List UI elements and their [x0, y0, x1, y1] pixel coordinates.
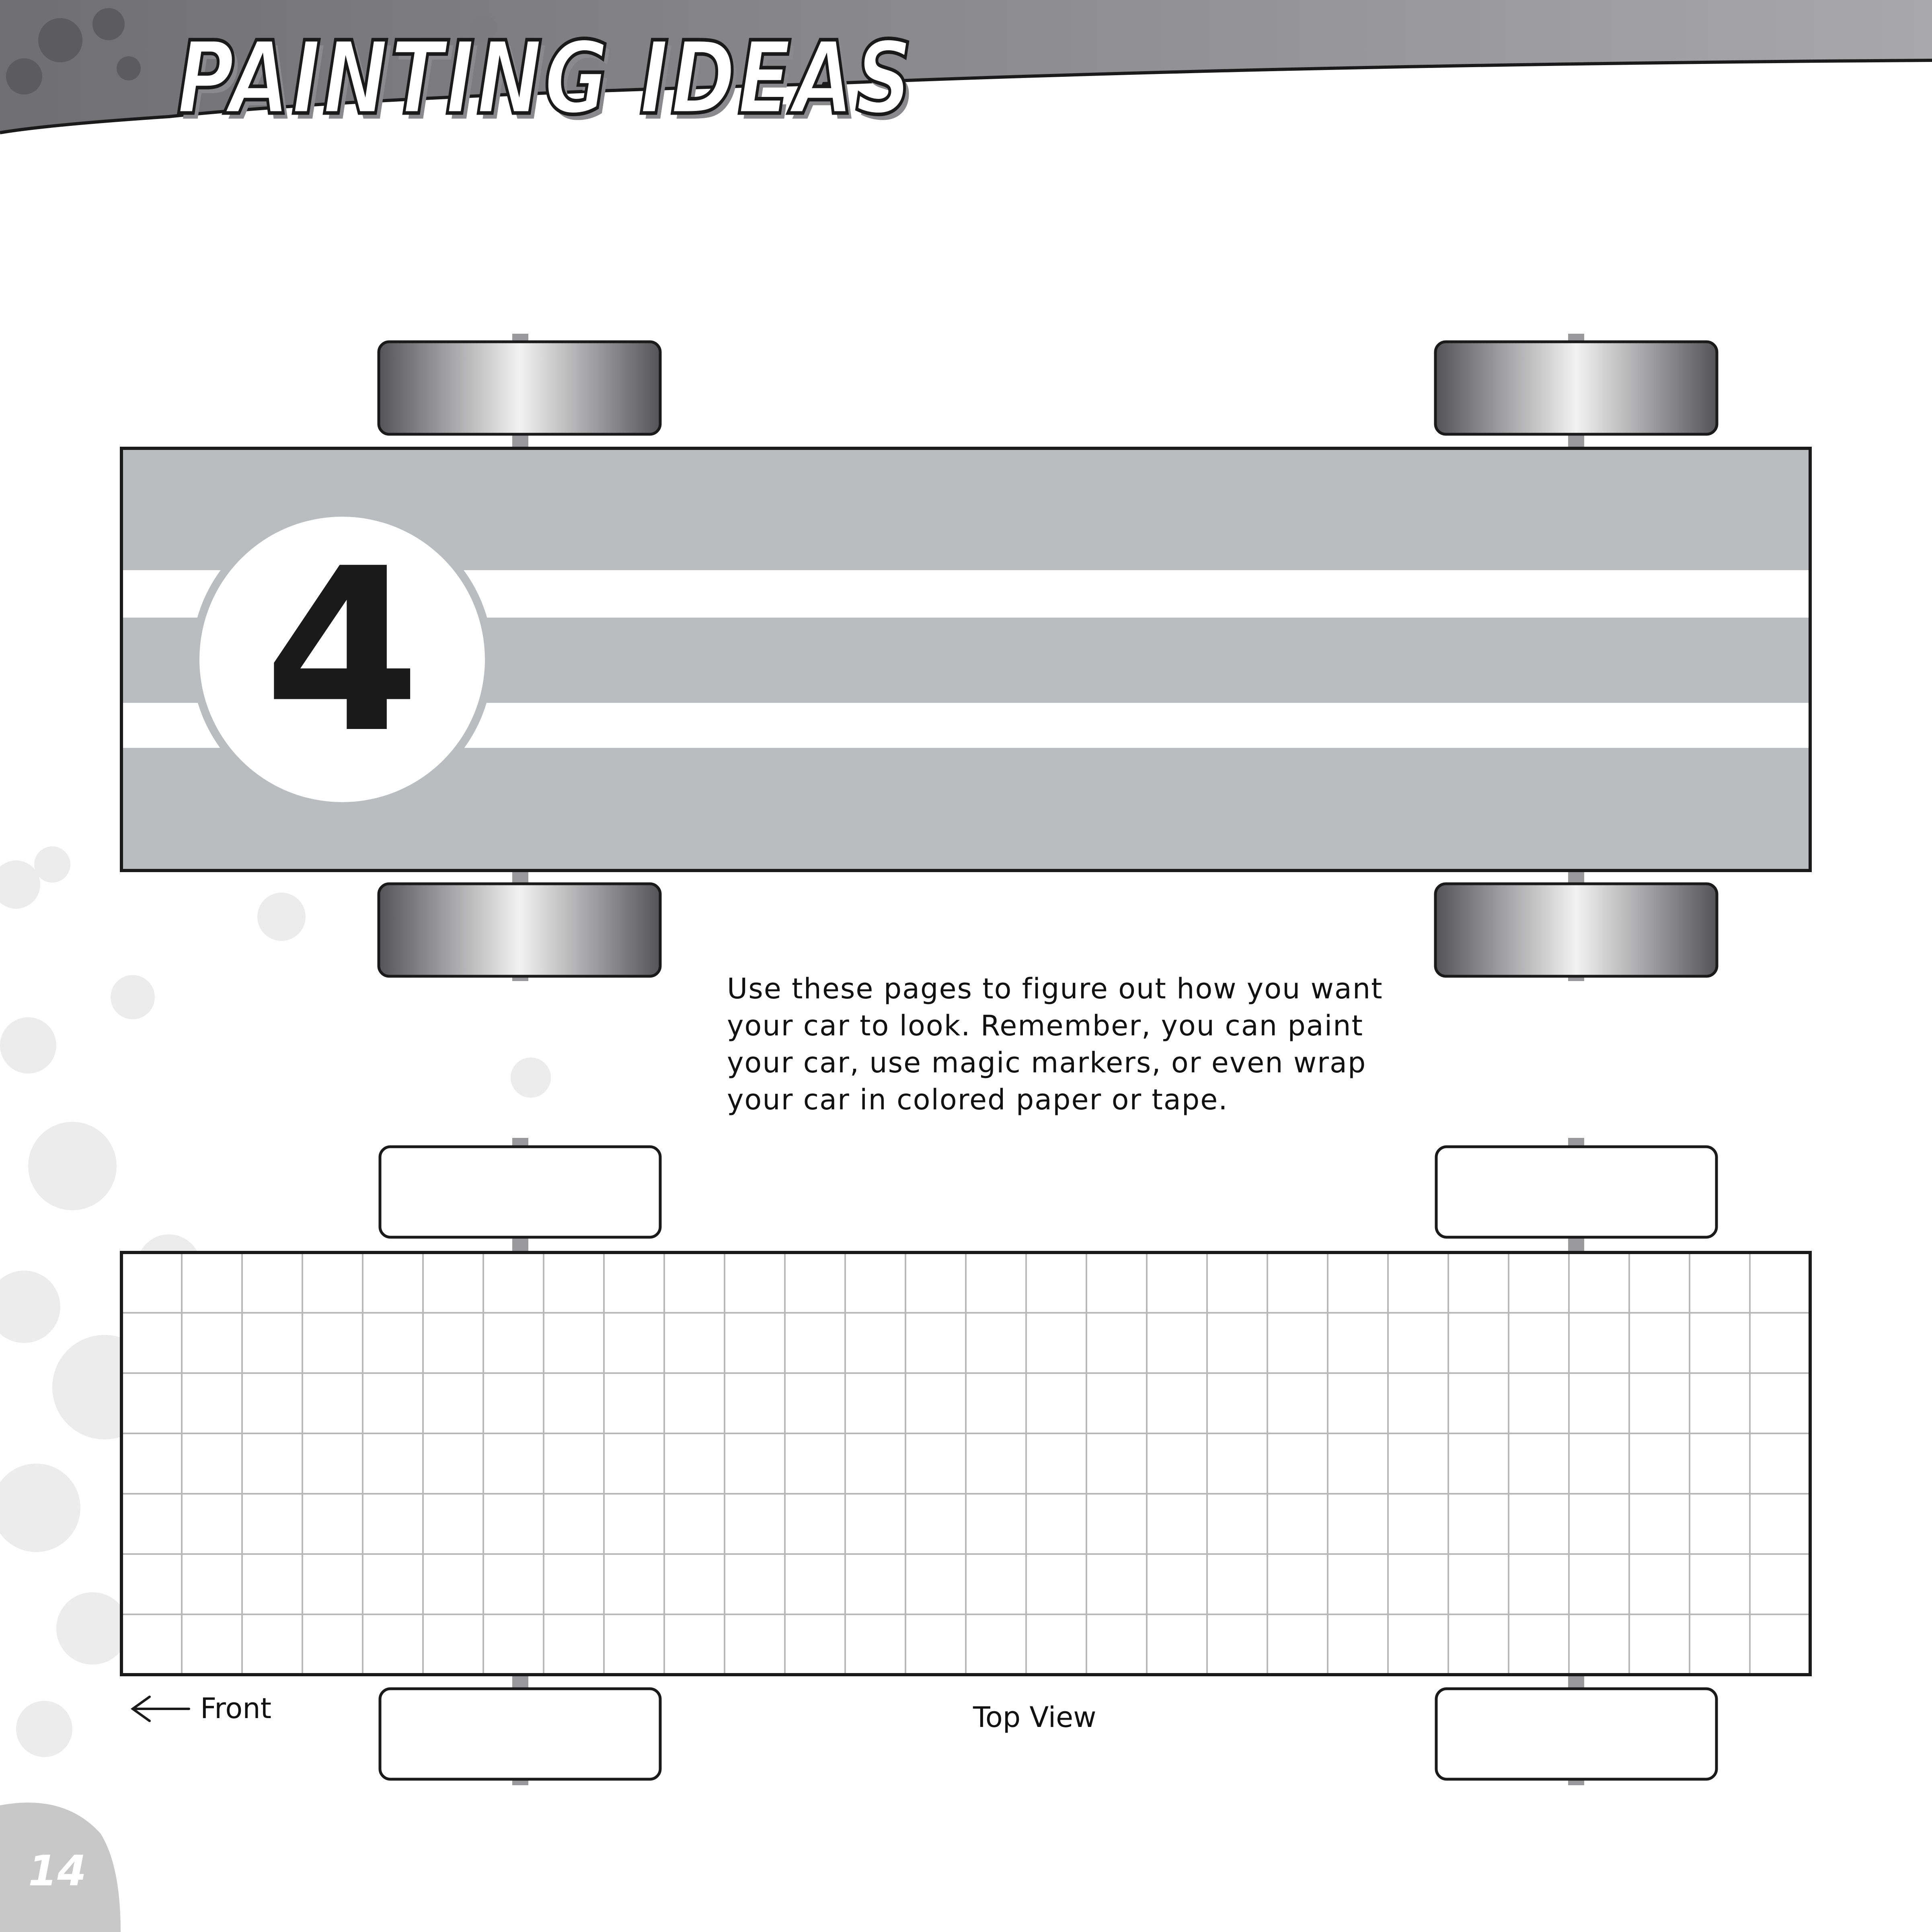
page-title: PAINTING IDEAS — [177, 20, 914, 137]
front-label: Front — [200, 1692, 272, 1725]
template-wheel-front-right — [380, 1689, 660, 1779]
example-wheel-front-left — [379, 342, 660, 434]
race-number: 4 — [264, 520, 421, 782]
example-wheel-front-right — [379, 884, 660, 976]
template-wheel-rear-right — [1436, 1689, 1716, 1779]
arrow-left-icon — [133, 1697, 189, 1721]
template-wheel-rear-left — [1436, 1147, 1716, 1237]
example-wheel-rear-left — [1435, 342, 1717, 434]
page-number: 14 — [28, 1846, 86, 1895]
intro-text: Use these pages to figure out how you want your car to look. Remember, you can paint your car, use magic markers, or even wrap your car in colored paper or tape. — [727, 972, 1383, 1116]
template-wheel-front-left — [380, 1147, 660, 1237]
example-wheel-rear-right — [1435, 884, 1717, 976]
top-view-label: Top View — [973, 1701, 1096, 1734]
